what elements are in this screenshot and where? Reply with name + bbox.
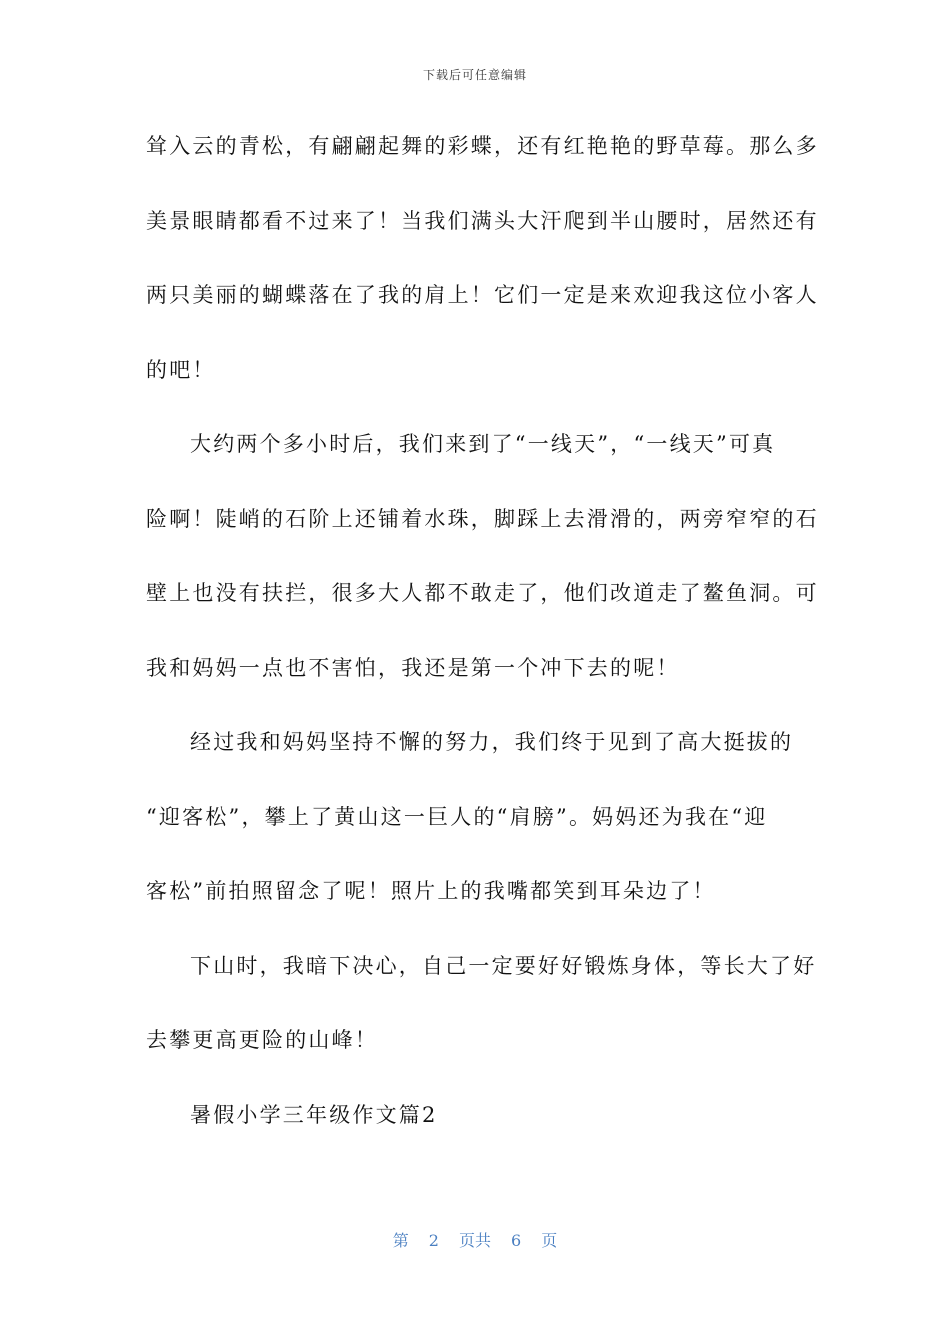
text-line-5: 大约两个多小时后，我们来到了“一线天”，“一线天”可真	[190, 432, 776, 456]
text-line-4: 的吧！	[146, 357, 216, 382]
page-footer	[0, 1228, 950, 1251]
text-line-7: 壁上也没有扶拦，很多大人都不敢走了，他们改道走了鳌鱼洞。可	[146, 581, 819, 605]
page-label-suffix: 页	[541, 1231, 558, 1250]
text-line-13: 去攀更高更险的山峰！	[146, 1028, 378, 1052]
text-line-3: 两只美丽的蝴蝶落在了我的肩上！它们一定是来欢迎我这位小客人	[146, 283, 819, 307]
text-line-11: 客松”前拍照留念了呢！照片上的我嘴都笑到耳朵边了！	[146, 879, 716, 903]
page-number: 2	[428, 1231, 439, 1250]
text-line-12: 下山时，我暗下决心，自己一定要好好锻炼身体，等长大了好	[190, 953, 817, 978]
text-line-8: 我和妈妈一点也不害怕，我还是第一个冲下去的呢！	[146, 655, 680, 680]
text-line-2: 美景眼睛都看不过来了！当我们满头大汗爬到半山腰时，居然还有	[146, 208, 819, 233]
page-label-mid: 页共	[458, 1231, 491, 1250]
text-line-1: 耸入云的青松，有翩翩起舞的彩蝶，还有红艳艳的野草莓。那么多	[146, 134, 819, 158]
section-heading: 暑假小学三年级作文篇2	[190, 1102, 438, 1127]
page-header-note: 下载后可任意编辑	[422, 68, 527, 82]
document-body	[146, 124, 819, 1167]
text-line-6: 险啊！陡峭的石阶上还铺着水珠，脚踩上去滑滑的，两旁窄窄的石	[146, 506, 819, 531]
page-total: 6	[511, 1231, 522, 1250]
text-line-10: “迎客松”，攀上了黄山这一巨人的“肩膀”。妈妈还为我在“迎	[146, 804, 768, 829]
page-label-prefix: 第	[392, 1231, 409, 1250]
text-line-9: 经过我和妈妈坚持不懈的努力，我们终于见到了高大挺拔的	[190, 730, 794, 754]
